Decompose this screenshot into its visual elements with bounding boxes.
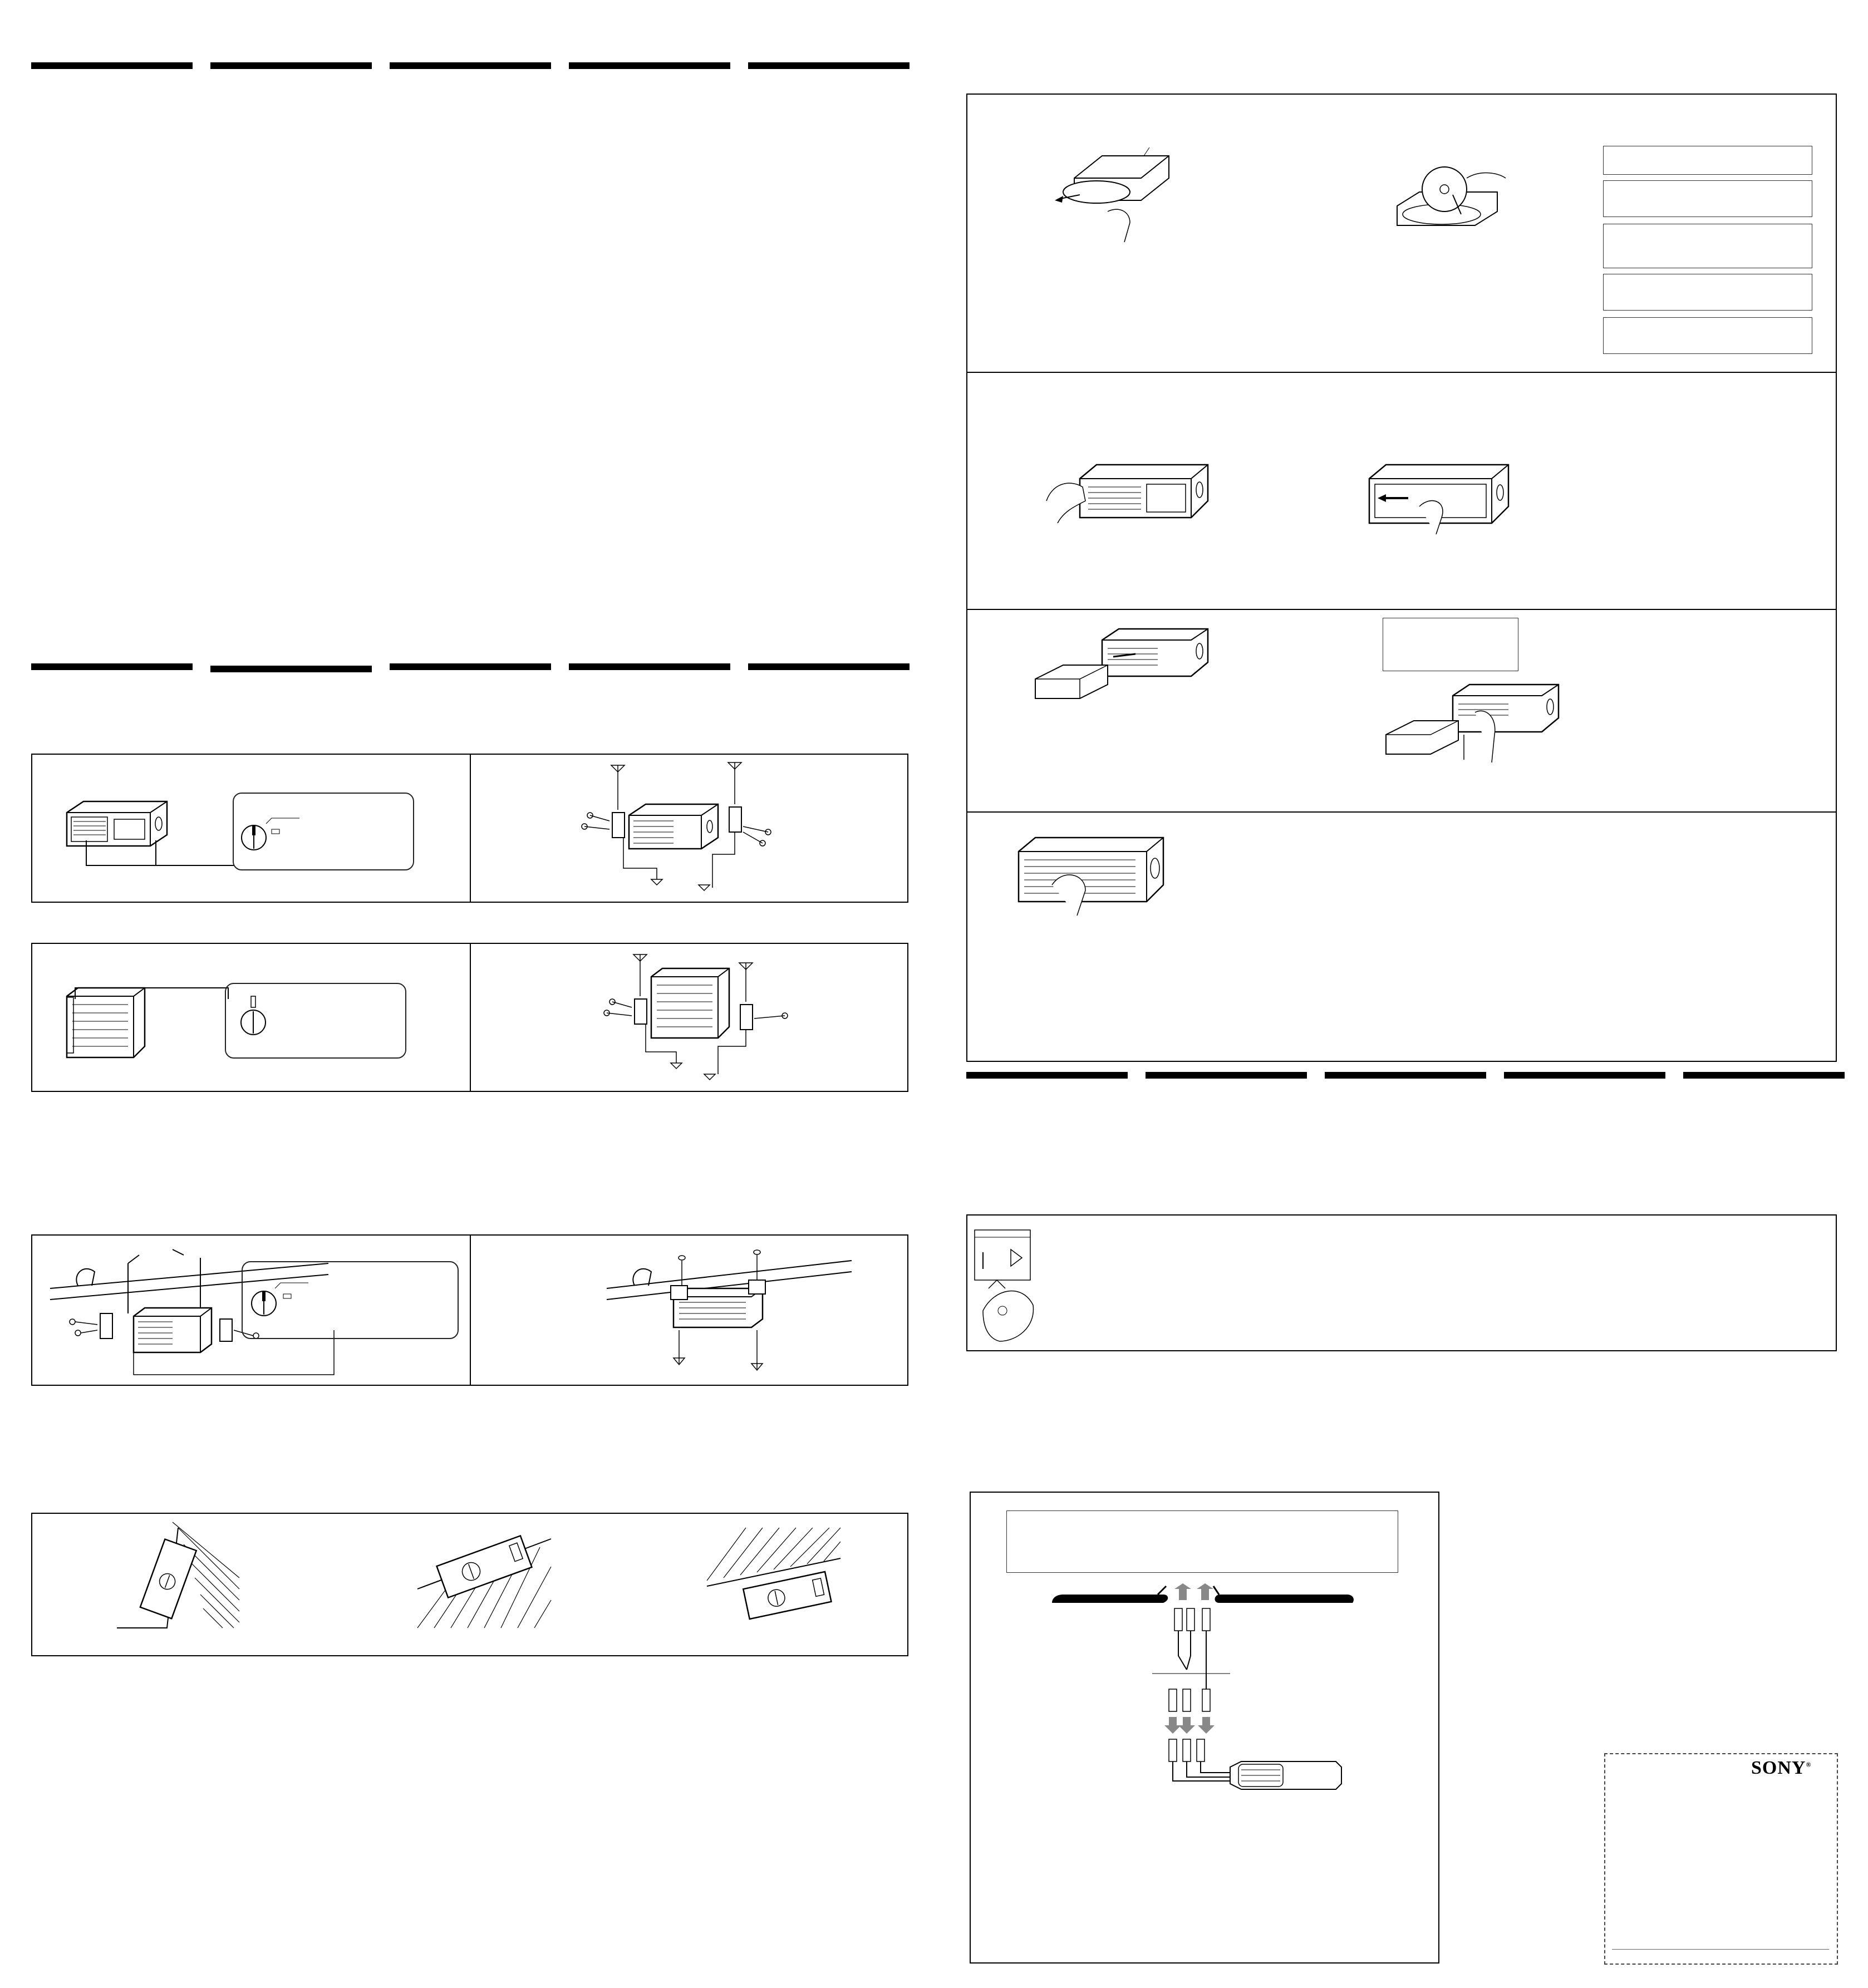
header-rule-5	[748, 62, 910, 69]
angle-limit-tilted-diagram	[412, 1528, 557, 1633]
open-door-diagram	[1041, 456, 1213, 540]
cover-panel	[1604, 1753, 1838, 1965]
section-rule-r5	[1683, 1072, 1845, 1079]
panel-divider	[470, 754, 471, 903]
insert-magazine-diagram	[1030, 623, 1213, 707]
cover-footer-rule	[1612, 1949, 1829, 1950]
note-box	[1383, 618, 1518, 671]
section-rule-r1	[966, 1072, 1128, 1079]
connector-line	[83, 840, 239, 874]
section-rule-r2	[1146, 1072, 1307, 1079]
sony-logo	[1751, 1758, 1811, 1779]
panel-divider	[470, 943, 471, 1092]
rca-connection-diagram	[1046, 1583, 1358, 1806]
eject-magazine-diagram	[1380, 679, 1570, 768]
panel-row-divider	[966, 372, 1837, 373]
header-rule-2	[210, 62, 372, 69]
panel-row-divider	[966, 609, 1837, 610]
angle-limit-upright-diagram	[111, 1522, 245, 1633]
angle-limit-inverted-diagram	[701, 1525, 846, 1636]
insert-disc-tray-diagram	[1386, 161, 1520, 245]
suspended-mount-assembled-diagram	[601, 1241, 857, 1380]
header-rule-4	[569, 62, 730, 69]
horizontal-mount-exploded-diagram	[562, 760, 796, 899]
note-box	[1603, 146, 1812, 175]
brand-name: SONY	[1751, 1758, 1806, 1778]
connector-line	[72, 985, 234, 1002]
orientation-switch-icon	[238, 813, 305, 857]
vertical-mount-exploded-diagram	[579, 949, 813, 1088]
section-rule-3	[390, 663, 551, 670]
note-box	[1603, 274, 1812, 311]
close-door-diagram	[1013, 829, 1169, 918]
door-opened-diagram	[1358, 456, 1520, 540]
orientation-switch-icon	[234, 993, 278, 1044]
panel-divider	[470, 1234, 471, 1386]
disc-cleaning-panel	[966, 1214, 1837, 1351]
note-box	[1603, 317, 1812, 354]
orientation-switch-icon	[247, 1275, 314, 1325]
section-rule-r3	[1325, 1072, 1486, 1079]
section-rule-2	[210, 666, 372, 672]
section-rule-5	[748, 663, 910, 670]
section-rule-4	[569, 663, 730, 670]
remove-disc-tray-diagram	[1052, 145, 1180, 245]
section-rule-1	[31, 663, 193, 670]
header-rule-3	[390, 62, 551, 69]
connection-note-box	[1006, 1510, 1398, 1573]
registered-mark: ®	[1806, 1760, 1812, 1769]
header-rule-1	[31, 62, 193, 69]
panel-row-divider	[966, 811, 1837, 813]
note-box	[1603, 224, 1812, 268]
disc-cleaning-diagram	[972, 1227, 1039, 1347]
section-rule-r4	[1504, 1072, 1665, 1079]
note-box	[1603, 180, 1812, 217]
